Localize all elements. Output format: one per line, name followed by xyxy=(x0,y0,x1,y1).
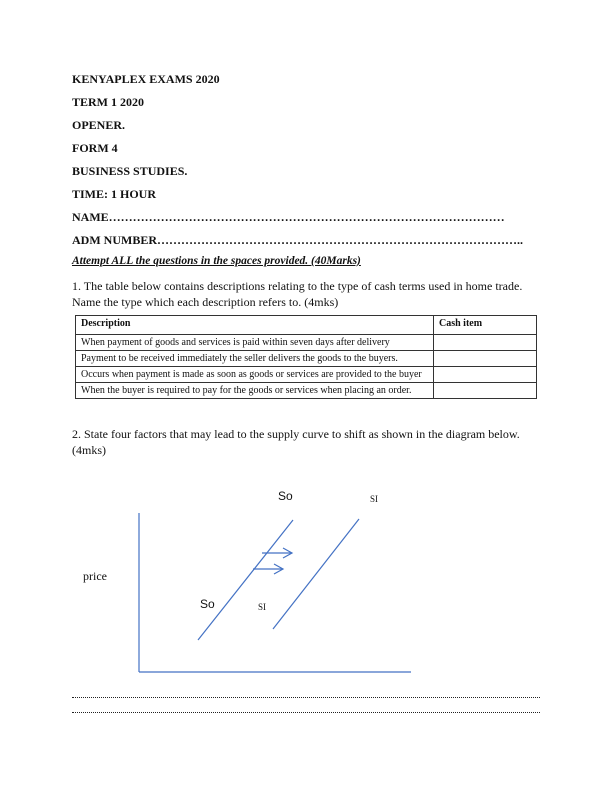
exam-term: TERM 1 2020 xyxy=(72,95,144,109)
answer-line[interactable] xyxy=(72,712,540,713)
description-header: Description xyxy=(76,316,434,335)
description-cell: When the buyer is required to pay for the goods or services when placing an order. xyxy=(76,383,434,399)
supply-curve-si xyxy=(273,519,359,629)
shift-arrow-icon xyxy=(262,548,292,558)
description-cell: Payment to be received immediately the seller delivers the goods to the buyers. xyxy=(76,351,434,367)
so-label-top: So xyxy=(278,489,293,503)
si-label-top: SI xyxy=(370,494,379,504)
so-label-bottom: So xyxy=(200,597,215,611)
si-label-bottom: SI xyxy=(258,602,267,612)
y-axis-label: price xyxy=(83,569,107,583)
description-cell: When payment of goods and services is paid within seven days after delivery xyxy=(76,335,434,351)
description-cell: Occurs when payment is made as soon as goods or services are provided to the buyer xyxy=(76,367,434,383)
exam-title: KENYAPLEX EXAMS 2020 xyxy=(72,72,220,86)
cash-item-header: Cash item xyxy=(434,316,537,335)
exam-form: FORM 4 xyxy=(72,141,118,155)
adm-number-field[interactable]: ADM NUMBER……………………………………………………………………………….. xyxy=(72,233,523,247)
exam-time: TIME: 1 HOUR xyxy=(72,187,156,201)
question-2-text: 2. State four factors that may lead to the supply curve to shift as shown in the diagram below. (4mks) xyxy=(72,427,520,457)
question-1-text: 1. The table below contains descriptions relating to the type of cash terms used in home trade. Name the type which each description refers to. (4mks) xyxy=(72,279,523,309)
answer-line[interactable] xyxy=(72,697,540,698)
instructions: Attempt ALL the questions in the spaces provided. (40Marks) xyxy=(72,255,361,267)
exam-type: OPENER. xyxy=(72,118,126,132)
exam-subject: BUSINESS STUDIES. xyxy=(72,164,188,178)
name-field[interactable]: NAME……………………………………………………………………………………… xyxy=(72,210,505,224)
